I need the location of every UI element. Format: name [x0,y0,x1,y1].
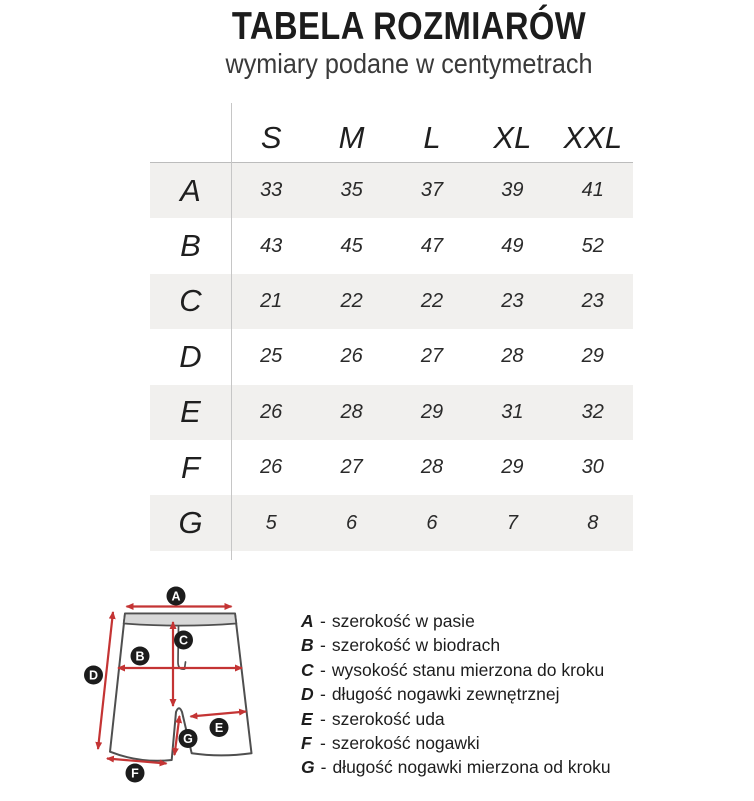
measurement-row-label: A [180,172,201,208]
legend-description: szerokość w biodrach [331,635,501,656]
legend-letter: B [301,635,314,656]
size-value-cell: 28 [340,400,363,423]
badge-f-letter: F [131,766,139,781]
size-value-cell: 52 [581,234,604,257]
size-value-cell: 47 [420,234,444,257]
legend-letter: E [301,708,313,729]
badge-d [84,666,103,685]
badge-b-letter: B [135,649,145,664]
legend-separator: - [320,611,326,631]
legend-separator: - [320,708,326,729]
size-table-header [150,103,633,163]
size-value-cell: 49 [501,234,524,257]
size-value-cell: 45 [340,234,363,257]
size-column-header: XXL [563,119,623,155]
size-table-row [150,218,633,273]
page-subtitle: wymiary podane w centymetrach [225,48,593,80]
size-value-cell: 27 [340,456,363,479]
size-table-row [150,440,633,495]
measurement-legend [301,609,611,780]
page-title: TABELA ROZMIARÓW [231,5,587,48]
legend-item [301,682,611,706]
size-value-cell: 27 [420,345,444,368]
legend-item [301,731,611,755]
badge-a [167,587,186,606]
shorts-diagram-svg [75,585,305,796]
size-value-cell: 32 [581,400,604,423]
badge-d-letter: D [88,668,99,683]
legend-separator: - [320,635,326,656]
legend-letter: A [301,611,314,631]
legend-separator: - [320,733,326,754]
table-corner-cell [150,103,231,162]
table-divider-line [231,103,232,560]
size-column-header: S [260,119,282,155]
size-value-cell: 22 [420,289,444,312]
legend-description: szerokość uda [331,708,445,729]
measurement-row-label: D [179,338,202,374]
badge-c-letter: C [178,633,189,648]
badge-g-letter: G [183,732,193,746]
legend-description: wysokość stanu mierzona do kroku [331,659,605,680]
size-value-cell: 25 [260,345,283,368]
size-value-cell: 22 [340,289,363,312]
size-value-cell: 35 [340,179,363,202]
shorts-measurement-diagram [75,585,305,796]
size-value-cell: 29 [420,400,444,423]
measurement-row-label: F [181,449,200,485]
badge-b [131,647,150,666]
size-value-cell: 5 [265,511,277,534]
page-header [64,6,754,78]
size-table-row [150,274,633,329]
size-column-header: L [423,119,441,155]
legend-description: szerokość nogawki [331,733,480,754]
size-value-cell: 41 [581,179,604,202]
size-column-header: XL [493,119,532,155]
legend-letter: C [301,659,314,680]
size-value-cell: 8 [587,511,599,534]
legend-letter: F [301,733,312,754]
size-value-cell: 26 [340,345,363,368]
size-table-row [150,385,633,440]
badge-e-letter: E [214,721,224,735]
size-value-cell: 6 [346,511,358,534]
badge-a-letter: A [171,589,181,604]
measurement-row-label: E [180,394,201,430]
legend-separator: - [320,757,327,778]
legend-item [301,707,611,731]
size-value-cell: 29 [581,345,604,368]
size-value-cell: 28 [420,456,444,479]
legend-letter: G [301,757,315,778]
size-value-cell: 37 [420,179,444,202]
legend-separator: - [320,659,326,680]
size-value-cell: 26 [260,400,283,423]
badge-c [174,631,193,650]
size-value-cell: 7 [506,511,518,534]
legend-description: długość nogawki mierzona od kroku [332,757,611,778]
size-value-cell: 26 [260,456,283,479]
size-value-cell: 43 [260,234,283,257]
size-value-cell: 21 [260,289,283,312]
size-value-cell: 31 [501,400,524,423]
legend-letter: D [301,684,314,705]
size-value-cell: 23 [501,289,524,312]
legend-separator: - [320,684,326,705]
size-value-cell: 28 [501,345,524,368]
legend-item [301,633,611,657]
legend-description: długość nogawki zewnętrznej [331,684,560,705]
size-table [150,103,633,551]
size-value-cell: 6 [426,511,438,534]
badge-f [126,764,145,783]
legend-description: szerokość w pasie [331,611,475,631]
measurement-row-label: C [179,283,202,319]
measurement-row-label: B [180,228,201,264]
legend-item [301,658,611,682]
waistband [124,614,237,626]
size-table-row [150,329,633,384]
size-value-cell: 30 [581,456,604,479]
legend-item [301,609,611,633]
badge-g [179,729,198,748]
size-column-header: M [338,119,365,155]
size-table-body [150,163,633,551]
size-value-cell: 29 [501,456,524,479]
size-value-cell: 23 [581,289,604,312]
badge-e [210,718,229,737]
measurement-row-label: G [178,505,203,541]
size-table-row [150,163,633,218]
size-table-row [150,495,633,550]
legend-item [301,755,611,779]
size-value-cell: 39 [501,179,524,202]
size-value-cell: 33 [260,179,283,202]
